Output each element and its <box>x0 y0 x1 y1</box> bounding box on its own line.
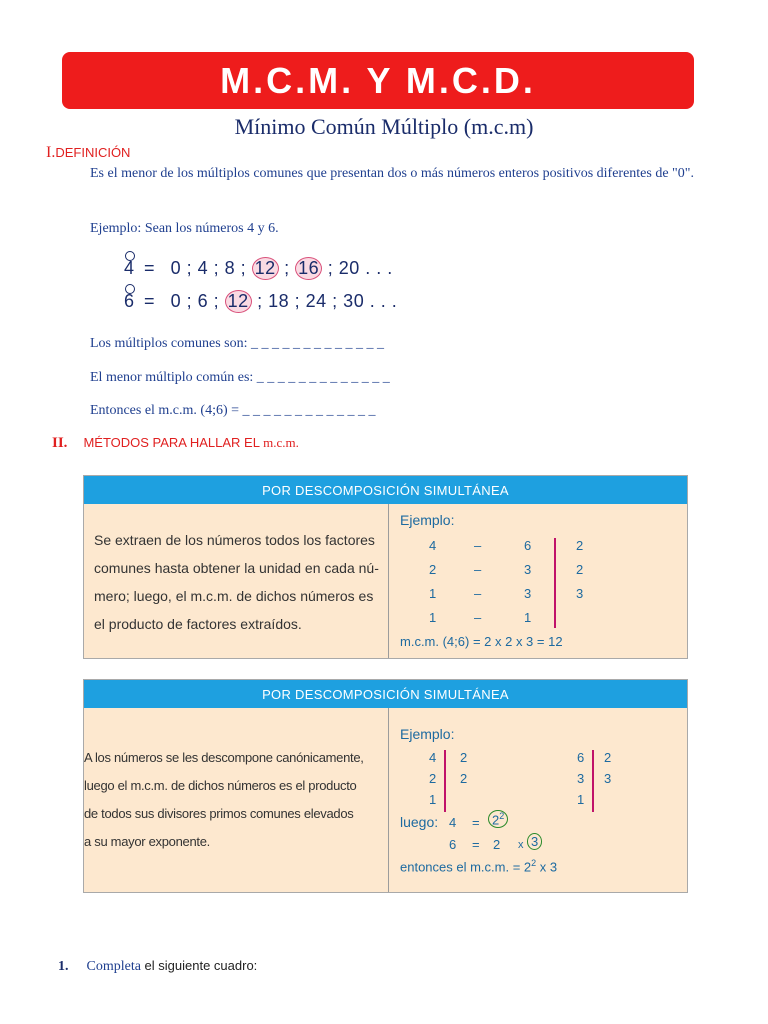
box1-divider <box>388 504 389 658</box>
box2-right-divisor: 2 <box>604 750 612 765</box>
exercise-word: Completa <box>86 959 141 974</box>
exercise-rest: el siguiente cuadro: <box>140 958 258 973</box>
box2-example-label: Ejemplo: <box>400 726 455 742</box>
box2-right-divisor: 3 <box>604 771 612 786</box>
box2-left-divisor: 2 <box>460 750 468 765</box>
box2-l2-a: 2 <box>493 837 501 852</box>
equals-sign: = <box>144 258 156 278</box>
section1-heading <box>46 144 130 162</box>
box1-result: m.c.m. (4;6) = 2 x 2 x 3 = 12 <box>400 634 563 649</box>
box1-description: Se extraen de los números todos los factores comunes hasta obtener la unidad en cada nú- mero; luego, el m.c.m. de dichos números es el producto de factores extraídos. <box>94 532 379 632</box>
definition-text: Es el menor de los múltiplos comunes que presentan dos o más números enteros positivos diferentes de "0". <box>90 166 694 181</box>
box2-l2-x: x <box>518 839 524 851</box>
seq4-sep: ; <box>278 258 296 278</box>
title-banner <box>62 52 694 109</box>
subtitle: Mínimo Común Múltiplo (m.c.m) <box>234 114 534 139</box>
box1-cell: 4 <box>429 538 437 553</box>
division-bar <box>444 750 446 812</box>
multiple-mark-icon <box>125 251 135 261</box>
box1-cell: 3 <box>576 586 584 601</box>
box2-divider <box>388 708 389 892</box>
base-4: 4 <box>124 258 135 278</box>
seq6-suffix: ; 18 ; 24 ; 30 . . . <box>251 291 398 311</box>
section1-title: DEFINICIÓN <box>55 145 131 160</box>
box2-left-number: 2 <box>429 771 437 786</box>
multiples-of-4 <box>124 257 393 280</box>
exercise-number: 1. <box>58 959 69 974</box>
box2-left-divisor: 2 <box>460 771 468 786</box>
section2-number: II. <box>52 435 68 451</box>
method-box-1 <box>83 475 688 659</box>
box2-luego-label: luego: <box>400 814 439 830</box>
box2-left-number: 1 <box>429 792 437 807</box>
seq4-suffix: ; 20 . . . <box>322 258 393 278</box>
box2-l1-power: $2^2$ <box>488 810 508 828</box>
multiples-of-6 <box>124 290 397 313</box>
box2-description: A los números se les descompone canónicamente, luego el m.c.m. de dichos números es el producto de todos sus divisores primos comunes elevados a su mayor exponente. <box>84 750 364 849</box>
division-bar <box>554 538 556 628</box>
question-least-multiple: El menor múltiplo común es: _ _ _ _ _ _ _ _ _ _ _ _ _ <box>90 370 390 385</box>
method-box-2 <box>83 679 688 893</box>
box1-cell: 1 <box>429 610 437 625</box>
box2-right-number: 3 <box>577 771 585 786</box>
box2-right-number: 1 <box>577 792 585 807</box>
box1-example-label: Ejemplo: <box>400 512 455 528</box>
box1-cell: 1 <box>429 586 437 601</box>
box1-cell: 3 <box>524 586 532 601</box>
box1-cell: 2 <box>576 538 584 553</box>
box2-left-number: 4 <box>429 750 437 765</box>
box1-cell: 3 <box>524 562 532 577</box>
box1-cell: – <box>474 538 482 553</box>
box1-cell: 1 <box>524 610 532 625</box>
equals-sign: = <box>144 291 156 311</box>
highlight-16: 16 <box>295 257 322 280</box>
example-intro: Ejemplo: Sean los números 4 y 6. <box>90 221 279 236</box>
highlight-12: 12 <box>252 257 279 280</box>
box1-cell: – <box>474 586 482 601</box>
highlight-12: 12 <box>225 290 252 313</box>
section2-heading <box>52 435 299 452</box>
section2-title: MÉTODOS PARA HALLAR EL <box>83 435 264 450</box>
division-bar <box>592 750 594 812</box>
box1-cell: – <box>474 562 482 577</box>
seq4-prefix: 0 ; 4 ; 8 ; <box>170 258 252 278</box>
section1-number: I. <box>46 144 56 161</box>
box2-l2-n: 6 <box>449 837 457 852</box>
box2-final: entonces el m.c.m. = $2^2$ x 3 <box>400 858 558 875</box>
box1-cell: 2 <box>429 562 437 577</box>
box2-l2-b: 3 <box>527 833 542 850</box>
base-6: 6 <box>124 291 135 311</box>
box1-cell: – <box>474 610 482 625</box>
exercise-1 <box>58 958 257 975</box>
box2-l1-n: 4 <box>449 815 457 830</box>
question-common-multiples: Los múltiplos comunes son: _ _ _ _ _ _ _ _ _ _ _ _ _ <box>90 336 384 351</box>
multiple-mark-icon <box>125 284 135 294</box>
section2-title-tail: m.c.m. <box>263 435 299 450</box>
box2-l1-eq: = <box>472 815 480 830</box>
page-title: M.C.M. Y M.C.D. <box>220 59 536 101</box>
question-mcm-result: Entonces el m.c.m. (4;6) = _ _ _ _ _ _ _ _ _ _ _ _ _ <box>90 403 376 418</box>
box2-right-number: 6 <box>577 750 585 765</box>
seq6-prefix: 0 ; 6 ; <box>170 291 225 311</box>
box1-cell: 6 <box>524 538 532 553</box>
box1-cell: 2 <box>576 562 584 577</box>
box2-header: POR DESCOMPOSICIÓN SIMULTÁNEA <box>84 680 687 708</box>
box2-l2-eq: = <box>472 837 480 852</box>
box1-header: POR DESCOMPOSICIÓN SIMULTÁNEA <box>84 476 687 504</box>
